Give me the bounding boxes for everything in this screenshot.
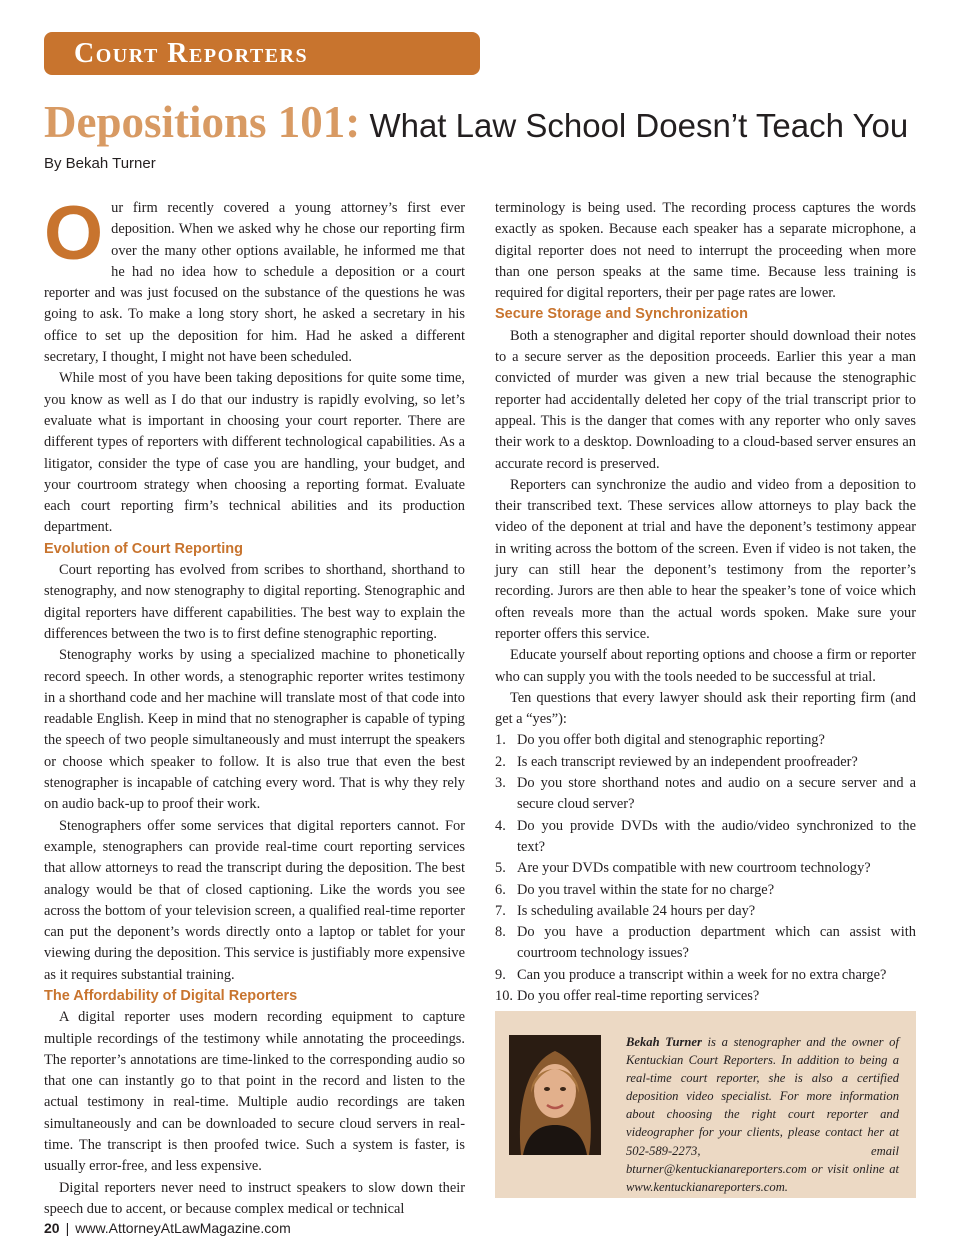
list-item	[495, 752, 916, 773]
right-column	[495, 198, 916, 1007]
author-photo	[509, 1035, 601, 1155]
paragraph: Stenography works by using a specialized machine to phonetically record speech. In other words, a stenographic reporter writes testimony in a shorthand code and her machine will translate most of that code into readable English. Keep in mind that no stenographer is capable of typing the speech of two people simultaneously and must interrupt the speakers or choose which speaker to follow. It is also true that even the best stenographer is incapable of catching every word. That is why they rely on audio back-up to proof their work.	[44, 647, 465, 813]
list-number: 5.	[495, 860, 506, 877]
list-item	[495, 901, 916, 922]
drop-cap: O	[44, 191, 104, 276]
paragraph: Reporters can synchronize the audio and video from a deposition to their transcribed text. These services allow attorneys to play back the video of the deponent at trial and have the deponent’s testimony appear in writing across the bottom of the screen. Even if video is not taken, the jury can still hear the deponent’s testimony from the reporter’s recording. Jurors are then able to hear the speaker’s tone of voice which often reveals more than the actual words spoken. Make sure your reporter offers this service.	[495, 476, 916, 642]
list-item	[495, 858, 916, 879]
section-heading: Evolution of Court Reporting	[44, 540, 243, 557]
list-item	[495, 880, 916, 901]
paragraph: Digital reporters never need to instruct speakers to slow down their speech due to accent, or because complex medical or technical	[44, 1179, 465, 1217]
list-text: Is scheduling available 24 hours per day?	[517, 902, 756, 919]
paragraph: Court reporting has evolved from scribes to shorthand, shorthand to stenography, and now stenography to digital reporting. Stenographic and digital reporters have different capabilities. The best way to explain the differences between the two is to first define stenographic reporting.	[44, 562, 465, 642]
article-title	[44, 96, 944, 148]
list-number: 8.	[495, 924, 506, 941]
page-number: 20	[44, 1220, 60, 1236]
list-number: 1.	[495, 732, 506, 749]
bio-body: is a stenographer and the owner of Kentuckian Court Reporters. In addition to being a real-time court reporter, she is also a certified deposition video specialist. For more information about choosing the right court reporter and videographer for your clients, please contact her at 502-589-2273, email bturner@kentuckianareporters.com or visit online at www.kentuckianareporters.com.	[626, 1035, 899, 1194]
list-text: Do you store shorthand notes and audio on a secure server and a secure cloud server?	[517, 775, 916, 813]
list-number: 3.	[495, 775, 506, 792]
paragraph: While most of you have been taking depositions for quite some time, you know as well as I do that our industry is rapidly evolving, so let’s evaluate what is important in choosing your court reporter. There are different types of reporters with different technological capabilities. As a litigator, consider the type of case you are handling, your budget, and your courtroom strategy when choosing a reporting format. Evaluate each court reporting firm’s technical abilities and its production department.	[44, 370, 465, 536]
paragraph: A digital reporter uses modern recording equipment to capture multiple recordings of the testimony while annotating the proceedings. The reporter’s annotations are time-linked to the corresponding audio so that one can instantly go to that point in the record and listen to the actual testimony in real-time. Multiple audio recordings are taken simultaneously and can be downloaded to secure cloud servers in real-time. The transcript is then proofed twice. Such a system is faster, is usually error-free, and less expensive.	[44, 1009, 465, 1175]
paragraph: Ten questions that every lawyer should ask their reporting firm (and get a “yes”):	[495, 689, 916, 728]
list-text: Do you provide DVDs with the audio/video synchronized to the text?	[517, 817, 916, 855]
list-text: Do you travel within the state for no charge?	[517, 881, 775, 898]
title-rest: What Law School Doesn’t Teach You	[360, 107, 909, 144]
left-column	[44, 191, 465, 1220]
list-item	[495, 986, 916, 1007]
author-portrait-image	[509, 1035, 601, 1155]
footer-website: www.AttorneyAtLawMagazine.com	[75, 1220, 291, 1236]
list-number: 7.	[495, 902, 506, 919]
list-item	[495, 922, 916, 965]
list-number: 9.	[495, 966, 506, 983]
list-text: Do you offer both digital and stenographic reporting?	[517, 732, 825, 749]
paragraph: terminology is being used. The recording process captures the words exactly as spoken. Because each speaker has a separate microphone, a digital reporter does not need to interrupt the proceeding when more than one person speaks at the same time. Because less training is required for digital reporters, their per page rates are lower.	[495, 200, 916, 302]
list-text: Do you have a production department which can assist with courtroom technology issues?	[517, 924, 916, 962]
list-text: Can you produce a transcript within a week for no extra charge?	[517, 966, 887, 983]
page-footer	[44, 1220, 291, 1236]
paragraph	[44, 191, 465, 368]
section-label: Court Reporters	[74, 37, 309, 69]
list-item	[495, 773, 916, 816]
list-number: 6.	[495, 881, 506, 898]
paragraph: Both a stenographer and digital reporter should download their notes to a secure server as the deposition proceeds. Earlier this year a man convicted of murder was given a new trial because the stenographic reporter had accidentally deleted her copy of the trial transcript prior to appeal. This is the danger that comes with any reporter who only saves their work to a desktop. Downloading to a cloud-based server ensures an accurate record is preserved.	[495, 327, 916, 472]
paragraph: Educate yourself about reporting options and choose a firm or reporter who can supply you with the tools needed to be successful at trial.	[495, 647, 917, 685]
section-heading: Secure Storage and Synchronization	[495, 306, 748, 323]
question-list	[495, 730, 916, 1007]
byline: By Bekah Turner	[44, 155, 156, 172]
list-text: Are your DVDs compatible with new courtroom technology?	[517, 860, 871, 877]
author-bio-text	[626, 1033, 899, 1196]
section-banner	[44, 32, 480, 75]
paragraph-text: ur firm recently covered a young attorney’s first ever deposition. When we asked why he chose our reporting firm over the many other options available, he informed me that he had no idea how to schedule a deposition or a court reporter and was just focused on the substance of the questions he was going to ask. To make a long story short, he asked a secretary in his office to set up the deposition for him. Had he asked a different secretary, I thought, I might not have been scheduled.	[44, 200, 465, 366]
paragraph: Stenographers offer some services that digital reporters cannot. For example, stenographers can provide real-time court reporting services that allow attorneys to read the transcript during the deposition. The best analogy would be that of closed captioning. Like the words you see across the bottom of your television screen, a qualified real-time reporter can put the deponent’s words directly onto a laptop or tablet for your viewing during the deposition. This service is justifiably more expensive as it requires substantial training.	[44, 817, 465, 983]
list-item	[495, 730, 916, 751]
list-text: Is each transcript reviewed by an independent proofreader?	[517, 753, 858, 770]
section-heading: The Affordability of Digital Reporters	[44, 987, 298, 1004]
list-number: 10.	[495, 987, 513, 1004]
list-item	[495, 965, 916, 986]
footer-separator: |	[65, 1220, 70, 1236]
list-number: 2.	[495, 753, 506, 770]
list-item	[495, 816, 916, 859]
list-text: Do you offer real-time reporting services?	[517, 987, 760, 1004]
list-number: 4.	[495, 817, 506, 834]
title-lead: Depositions 101:	[44, 97, 361, 147]
author-name: Bekah Turner	[626, 1035, 702, 1049]
author-bio-box	[495, 1011, 916, 1198]
